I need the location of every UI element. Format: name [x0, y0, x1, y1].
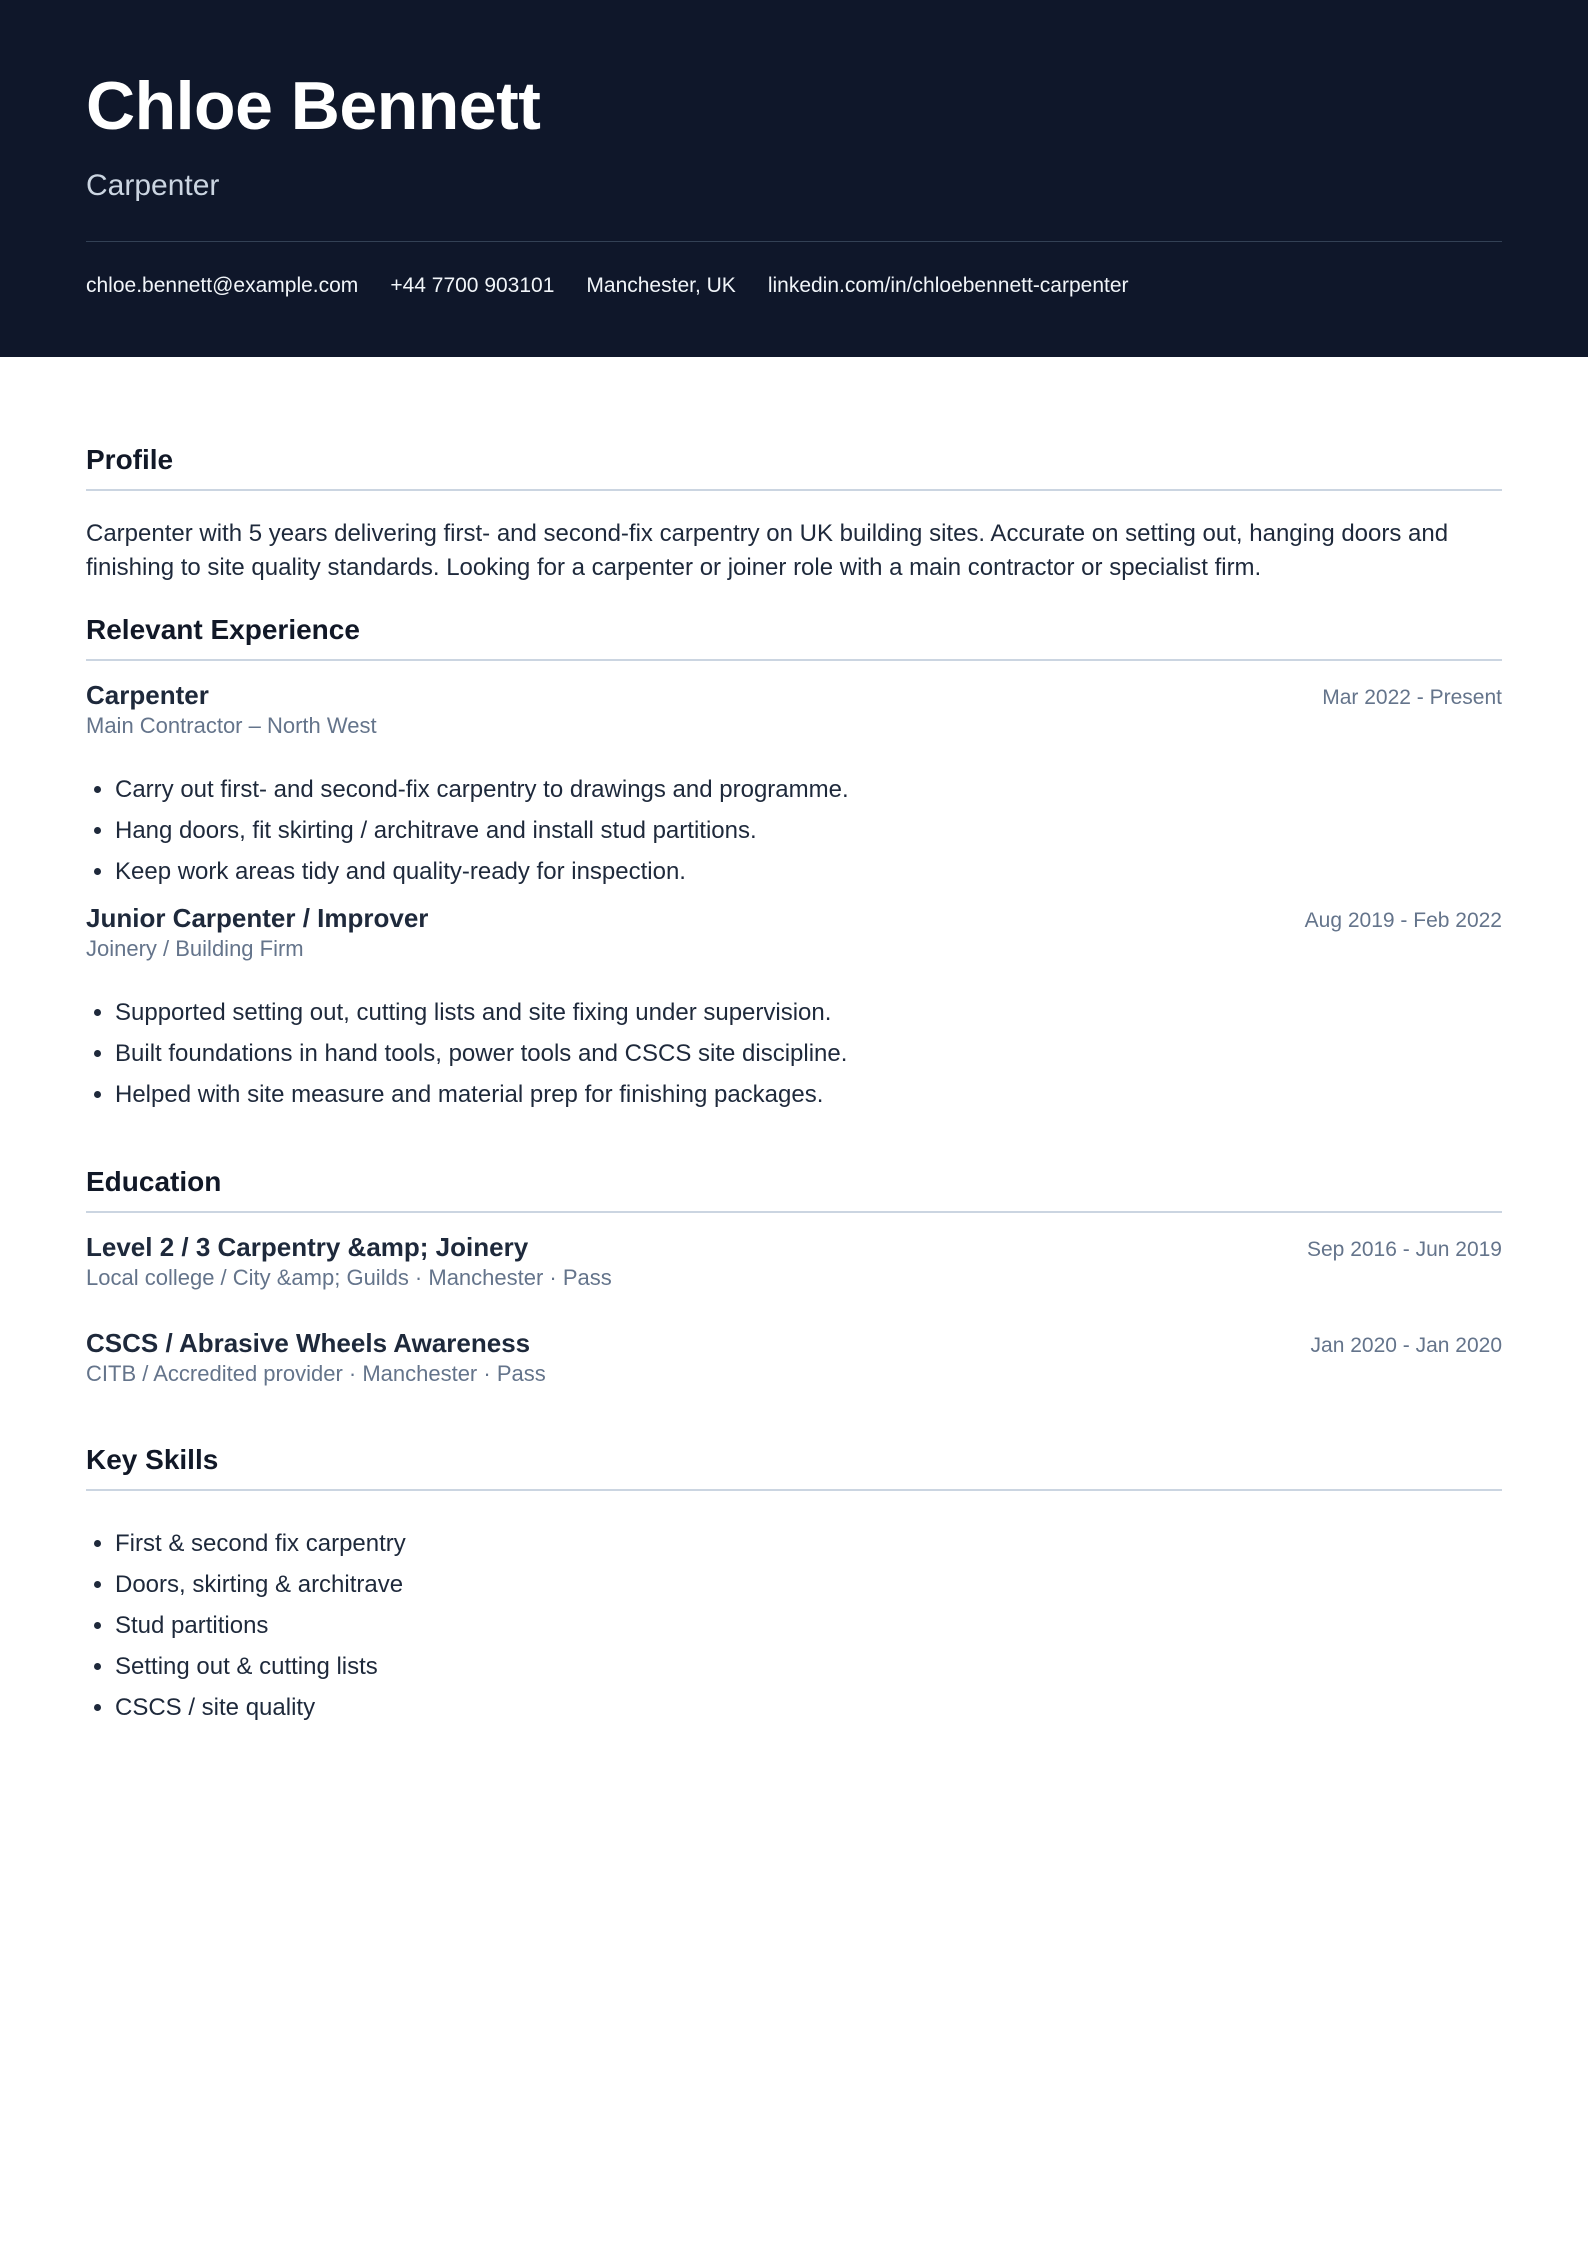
job-dates: Aug 2019 - Feb 2022	[1304, 909, 1502, 932]
qualification-title: Level 2 / 3 Carpentry &amp; Joinery	[86, 1232, 529, 1262]
qualification-details: Local college / City &amp; Guilds · Manchester · Pass	[86, 1265, 612, 1290]
education-entry	[86, 1327, 1502, 1389]
experience-entry	[86, 902, 1502, 1115]
qualification-details: CITB / Accredited provider · Manchester · Pass	[86, 1361, 546, 1386]
entry-header	[86, 1231, 1502, 1263]
skill-item: • Setting out & cutting lists	[115, 1646, 1502, 1687]
resume-body	[0, 443, 1588, 1728]
contact-row	[86, 274, 1502, 298]
skill-item: • Stud partitions	[115, 1605, 1502, 1646]
contact-location: Manchester, UK	[586, 274, 736, 297]
education-section	[86, 1165, 1502, 1389]
skills-list	[86, 1523, 1502, 1728]
job-dates: Mar 2022 - Present	[1322, 686, 1502, 709]
job-company: Main Contractor – North West	[86, 713, 377, 738]
section-heading-skills: Key Skills	[86, 1443, 1502, 1491]
contact-phone[interactable]: +44 7700 903101	[390, 274, 555, 297]
bullet-item: • Supported setting out, cutting lists and site fixing under supervision.	[115, 992, 1502, 1033]
qualification-dates: Jan 2020 - Jan 2020	[1310, 1334, 1502, 1357]
bullet-item: • Carry out first- and second-fix carpentry to drawings and programme.	[115, 769, 1502, 810]
bullet-item: • Helped with site measure and material prep for finishing packages.	[115, 1074, 1502, 1115]
candidate-name: Chloe Bennett	[86, 68, 541, 144]
skill-item: • Doors, skirting & architrave	[115, 1564, 1502, 1605]
education-entry	[86, 1231, 1502, 1293]
entry-header	[86, 1327, 1502, 1359]
job-bullets	[86, 992, 1502, 1115]
qualification-title: CSCS / Abrasive Wheels Awareness	[86, 1328, 531, 1358]
job-role: Carpenter	[86, 680, 209, 710]
contact-email[interactable]: chloe.bennett@example.com	[86, 274, 359, 297]
skill-item: • CSCS / site quality	[115, 1687, 1502, 1728]
section-heading-education: Education	[86, 1165, 1502, 1213]
experience-section	[86, 613, 1502, 1115]
entry-header	[86, 679, 1502, 711]
skill-item: • First & second fix carpentry	[115, 1523, 1502, 1564]
job-bullets	[86, 769, 1502, 892]
job-role: Junior Carpenter / Improver	[86, 903, 429, 933]
section-heading-profile: Profile	[86, 443, 1502, 491]
profile-section	[86, 443, 1502, 585]
bullet-item: • Hang doors, fit skirting / architrave and install stud partitions.	[115, 810, 1502, 851]
experience-entry	[86, 679, 1502, 892]
contact-linkedin[interactable]: linkedin.com/in/chloebennett-carpenter	[767, 274, 1129, 297]
entry-header	[86, 902, 1502, 934]
qualification-dates: Sep 2016 - Jun 2019	[1307, 1238, 1502, 1261]
job-title: Carpenter	[86, 169, 220, 202]
job-company: Joinery / Building Firm	[86, 936, 304, 961]
bullet-item: • Keep work areas tidy and quality-ready for inspection.	[115, 851, 1502, 892]
bullet-item: • Built foundations in hand tools, power tools and CSCS site discipline.	[115, 1033, 1502, 1074]
section-heading-experience: Relevant Experience	[86, 613, 1502, 661]
header-divider	[86, 241, 1502, 242]
skills-section	[86, 1443, 1502, 1728]
resume-header	[0, 0, 1588, 357]
profile-summary: Carpenter with 5 years delivering first- and second-fix carpentry on UK building sites. Accurate on setting out, hanging doors and finishing to site quality standards. Looking for a carpenter or joiner role with a main contractor or specialist firm.	[86, 520, 1449, 581]
